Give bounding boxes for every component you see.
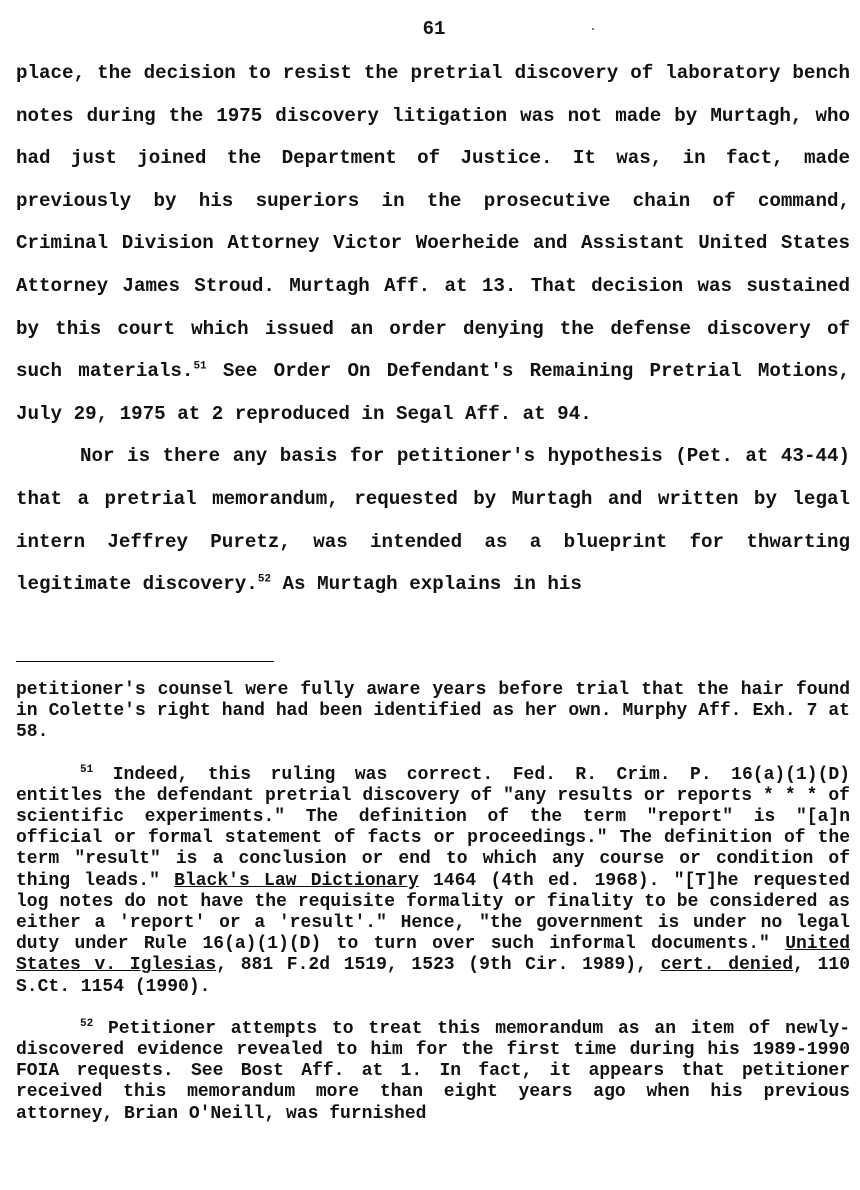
paragraph-text: Nor is there any basis for petitioner's hypothesis (Pet. at 43-44) that a pretrial memorandum, requested by Murtagh and written by legal intern Jeffrey Puretz, was intended as a blueprint for thwarting legitimate discovery. — [16, 445, 850, 596]
page-number: 61 — [422, 18, 446, 40]
paragraph-hypothesis — [16, 435, 850, 605]
paragraph-continued — [16, 52, 850, 435]
footnote-marker-52: 52 — [80, 1017, 94, 1030]
footnote-ref-52: 52 — [257, 573, 272, 586]
footnote-text: , 110 S.Ct. 1154 (1990). — [16, 955, 851, 997]
paragraph-text-tail: See Order On Defendant's Remaining Pretrial Motions, July 29, 1975 at 2 reproduced in Segal Aff. at 94. — [16, 360, 851, 425]
footnote-text: 1464 (4th ed. 1968). "[T]he requested log notes do not have the requisite formality or finality to be considered as either a 'report' or a 'result'." Hence, "the government is under no legal duty under Rule 16(a)(1)(D) to turn over such informal documents." — [16, 870, 850, 955]
footnote-52 — [16, 1019, 850, 1125]
footnote-text: Petitioner attempts to treat this memorandum as an item of newly-discovered evidence revealed to him for the first time during his 1989-1990 FOIA requests. See Bost Aff. at 1. In fact, it appears that petitioner received this memorandum more than eight years ago when his previous attorney, Brian O'Neill, was furnished — [16, 1018, 850, 1124]
citation-iglesias: United States v. Iglesias — [16, 934, 850, 976]
footnote-separator — [16, 661, 274, 662]
citation-cert-denied: cert. denied — [660, 955, 794, 976]
footnote-marker-51: 51 — [80, 763, 94, 776]
footnote-text: , 881 F.2d 1519, 1523 (9th Cir. 1989), — [216, 955, 661, 976]
footnote-ref-51: 51 — [193, 360, 207, 373]
paragraph-text: place, the decision to resist the pretrial discovery of laboratory bench notes during the 1975 discovery litigation was not made by Murtagh, who had just joined the Department of Justice. It was, in fact, made previously by his superiors in the prosecutive chain of command, Criminal Division Attorney Victor Woerheide and Assistant United States Attorney James Stroud. Murtagh Aff. at 13. That decision was sustained by this court which issued an order denying the defense discovery of such materials. — [16, 62, 850, 383]
footnote-continued: petitioner's counsel were fully aware years before trial that the hair found in Colette's right hand had been identified as her own. Murphy Aff. Exh. 7 at 58. — [16, 680, 850, 743]
footnotes-section — [16, 680, 850, 1125]
footnote-text: Indeed, this ruling was correct. Fed. R. Crim. P. 16(a)(1)(D) entitles the defendant pretrial discovery of "any results or reports * * * of scientific experiments." The definition of the term "report" is "[a]n official or formal statement of facts or proceedings." The definition of the term "result" is a conclusion or end to which any course or condition of thing leads." — [16, 764, 850, 891]
citation-blacks-law: Black's Law Dictionary — [174, 870, 419, 891]
footnote-51 — [16, 765, 850, 998]
scan-speck — [592, 28, 594, 30]
paragraph-text-tail: As Murtagh explains in his — [271, 573, 582, 596]
main-body-text — [16, 52, 850, 606]
